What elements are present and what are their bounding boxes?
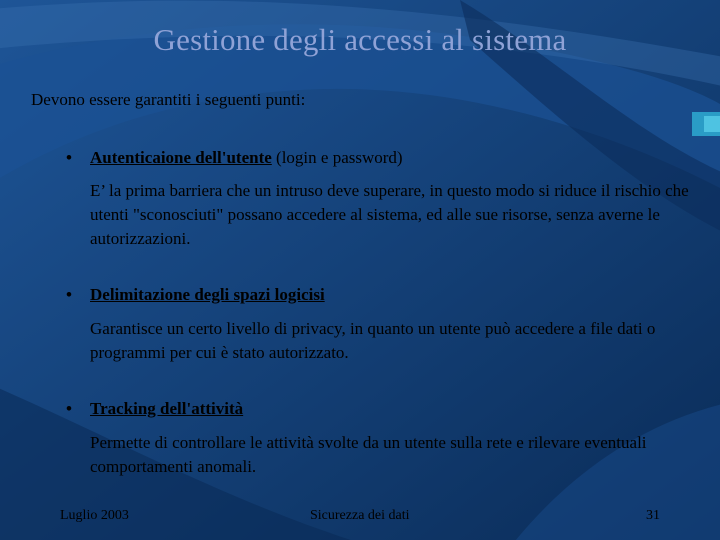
bullet-heading: Delimitazione degli spazi logicisi	[90, 285, 325, 304]
slide-title: Gestione degli accessi al sistema	[153, 22, 567, 57]
bullet-heading: Tracking dell'attività	[90, 399, 244, 418]
bullet-dot: •	[66, 148, 72, 167]
bullet-tracking	[66, 399, 243, 419]
footer-date: Luglio 2003	[60, 508, 129, 523]
page-number: 31	[646, 508, 660, 523]
bullet-description: Permette di controllare le attività svolte da un utente sulla rete e rilevare eventuali comportamenti anomali.	[90, 433, 647, 476]
intro-text: Devono essere garantiti i seguenti punti:	[31, 90, 306, 109]
bullet-logical-spaces	[66, 285, 325, 305]
bullet-description: E’ la prima barriera che un intruso deve superare, in questo modo si riduce il rischio che utenti "sconosciuti" possano accedere al sistema, ed alle sue risorse, senza averne le autorizzazioni.	[90, 181, 689, 248]
bullet-parenthetical: (login e password)	[271, 148, 403, 167]
bullet-authentication	[66, 148, 403, 168]
bullet-heading: Autenticaione dell'utente	[90, 148, 272, 167]
bullet-description: Garantisce un certo livello di privacy, in quanto un utente può accedere a file dati o programmi per cui è stato autorizzato.	[90, 319, 656, 362]
bullet-dot: •	[66, 285, 72, 304]
footer-title: Sicurezza dei dati	[310, 508, 410, 523]
bullet-dot: •	[66, 399, 72, 418]
